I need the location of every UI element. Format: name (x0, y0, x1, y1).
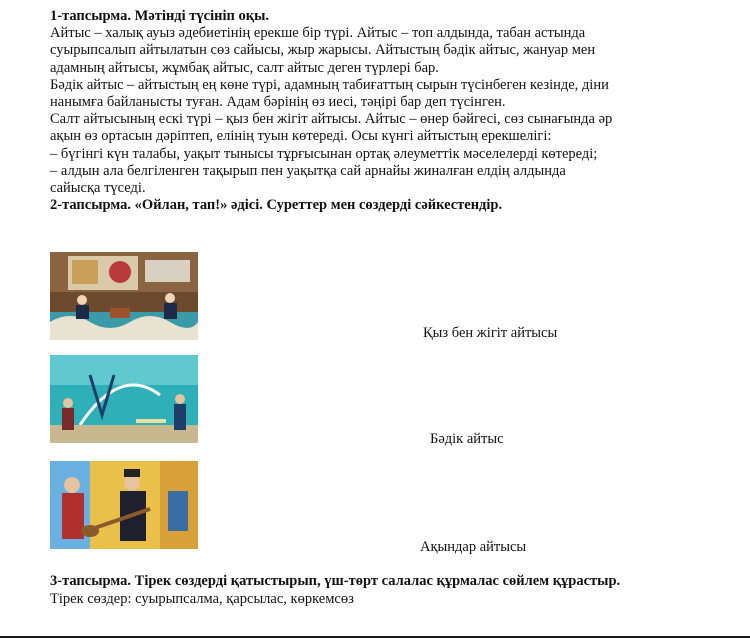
aitys-stage-image (50, 252, 198, 340)
akyndar-aitysy-image (50, 461, 198, 549)
task3-section (50, 572, 730, 608)
badik-aitys-photo (50, 355, 198, 443)
task1-title: 1-тапсырма. Мәтінді түсініп оқы. (50, 8, 270, 24)
task2-title: 2-тапсырма. «Ойлан, тап!» әдісі. Суреттер мен сөздерді сәйкестендір. (50, 197, 503, 214)
task1-line: адамның айтысы, жұмбақ айтыс, салт айтыс деген түрлері бар. (50, 59, 439, 76)
task3-title: 3-тапсырма. Тірек сөздерді қатыстырып, үш-төрт салалас құрмалас сөйлем құрастыр. (50, 573, 621, 589)
task1-section (50, 8, 730, 214)
match-label-badik: Бәдік айтыс (430, 431, 504, 447)
match-label-kyz-zhigit: Қыз бен жігіт айтысы (423, 325, 558, 341)
task3-support-words: Тірек сөздер: суырыпсалма, қарсылас, көркемсөз (50, 591, 354, 607)
task1-line: ақын өз ортасын дәріптеп, елінің туын көтереді. Осы күнгі айтыстың ерекшелігі: (50, 128, 552, 145)
task1-line: Салт айтысының ескі түрі – қыз бен жігіт айтысы. Айтыс – өнер бәйгесі, сөз сынағында әр (50, 111, 613, 128)
task1-line: нанымға байланысты туған. Адам бәрінің өз иесі, тәңірі бар деп түсінген. (50, 94, 506, 111)
match-label-akyndar: Ақындар айтысы (420, 539, 527, 555)
task1-line: – алдын ала белгіленген тақырып пен уақытқа сай арнайы жиналған елдің алдында (50, 162, 566, 179)
task1-line: суырыпсалып айтылатын сөз сайысы, жыр жарысы. Айтыстың бәдік айтыс, жануар мен (50, 42, 596, 59)
task1-line: Айтыс – халық ауыз әдебиетінің ерекше бір түрі. Айтыс – топ алдында, табан астында (50, 25, 586, 42)
badik-aitys-image (50, 355, 198, 443)
task1-line: Бәдік айтыс – айтыстың ең көне түрі, адамның табиғаттың сырын түсінбеген кезінде, діни (50, 76, 609, 93)
akyndar-aitysy-photo (50, 461, 198, 549)
task1-line: – бүгінгі күн талабы, уақыт тынысы тұрғысынан ортақ әлеуметтік мәселелерді көтереді; (50, 145, 598, 162)
aitys-stage-photo (50, 252, 198, 340)
task1-line: сайысқа түседі. (50, 180, 146, 197)
